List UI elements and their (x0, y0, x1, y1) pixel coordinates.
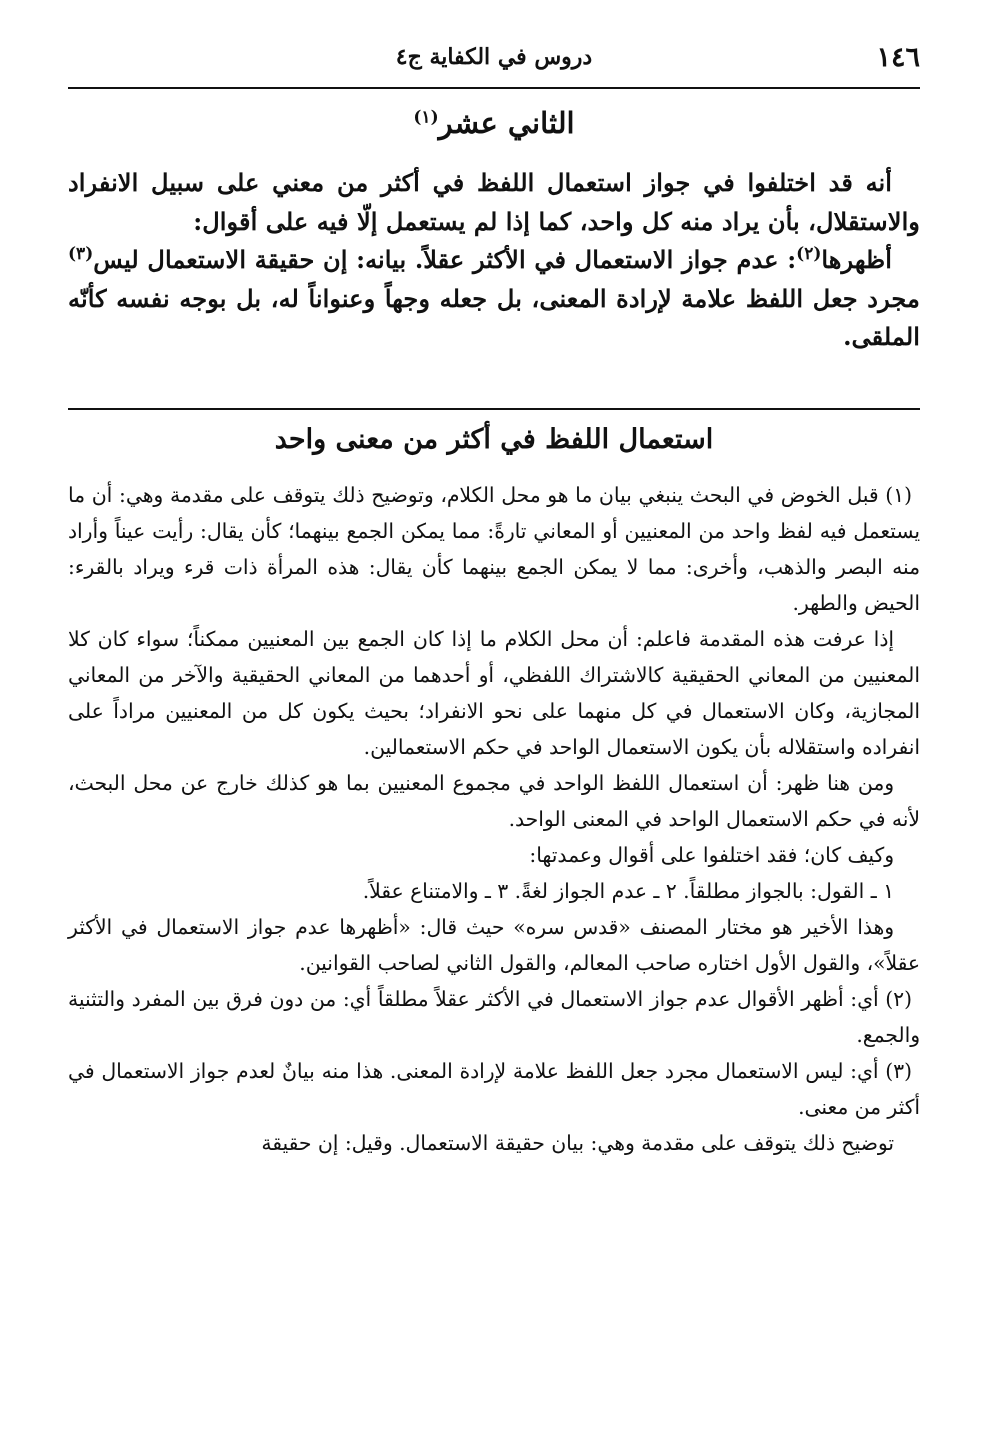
footnote-3: (٣) أي: ليس الاستعمال مجرد جعل اللفظ علامة لإرادة المعنى. هذا منه بيانٌ لعدم جواز الاستعمال في أكثر من معنى. (68, 1059, 920, 1119)
section-title (68, 106, 920, 140)
footnote-paragraph: وهذا الأخير هو مختار المصنف «قدس سره» حيث قال: «أظهرها عدم جواز الاستعمال في الأكثر عقلاً»، والقول الأول اختاره صاحب المعالم، والقول الثاني لصاحب القوانين. (68, 915, 920, 975)
page-number: ١٤٦ (876, 42, 920, 73)
main-text (68, 164, 920, 357)
note-ref-2: (٢) (796, 243, 822, 264)
footnote-paragraph: وكيف كان؛ فقد اختلفوا على أقوال وعمدتها: (529, 843, 894, 867)
footnote-separator (68, 408, 920, 410)
main-paragraph-2 (68, 241, 920, 357)
section-title-text: الثاني عشر (438, 106, 575, 140)
footnote-heading: استعمال اللفظ في أكثر من معنى واحد (274, 424, 714, 455)
footnotes (68, 477, 920, 1161)
header-rule (68, 87, 920, 89)
footnote-paragraph: ومن هنا ظهر: أن استعمال اللفظ الواحد في مجموع المعنيين بما هو كذلك خارج عن محل البحث، لأنه في حكم الاستعمال الواحد في المعنى الواحد. (68, 771, 920, 831)
footnote-paragraph: توضيح ذلك يتوقف على مقدمة وهي: بيان حقيقة الاستعمال. وقيل: إن حقيقة (261, 1131, 894, 1155)
footnote-1: (١) قبل الخوض في البحث ينبغي بيان ما هو محل الكلام، وتوضيح ذلك يتوقف على مقدمة وهي: أن ما يستعمل فيه لفظ واحد من المعنيين أو المعاني تارةً: مما يمكن الجمع بينهما؛ كأن يقال: رأيت عيناً وأراد منه البصر والذهب، وأخرى: مما لا يمكن الجمع بينهما كأن يقال: هذه المرأة ذات قرء ويراد بالقرء: الحيض والطهر. (68, 483, 920, 615)
footnote-2: (٢) أي: أظهر الأقوال عدم جواز الاستعمال في الأكثر عقلاً مطلقاً أي: من دون فرق بين المفرد والتثنية والجمع. (68, 987, 920, 1047)
footnote-paragraph: ١ ـ القول: بالجواز مطلقاً. ٢ ـ عدم الجواز لغةً. ٣ ـ والامتناع عقلاً. (362, 879, 894, 903)
main-paragraph-2-part-b: : عدم جواز الاستعمال في الأكثر عقلاً. بيانه: إن حقيقة الاستعمال ليس (93, 245, 797, 274)
footnote-paragraph: إذا عرفت هذه المقدمة فاعلم: أن محل الكلام ما إذا كان الجمع بين المعنيين ممكناً؛ سواء كان كلا المعنيين من المعاني الحقيقية كالاشتراك اللفظي، أو أحدهما من المعاني الحقيقية والآخر من المعاني المجازية، وكان الاستعمال في كل منهما على نحو الانفراد؛ بحيث يكون كل من المعنيين مراداً على انفراده واستقلاله بأن يكون الاستعمال الواحد في حكم الاستعمالين. (68, 627, 920, 759)
main-paragraph-1: أنه قد اختلفوا في جواز استعمال اللفظ في أكثر من معني على سبيل الانفراد والاستقلال، بأن يراد منه كل واحد، كما إذا لم يستعمل إلّا فيه على أقوال: (68, 168, 920, 236)
page-header (68, 38, 920, 84)
note-ref-3: (٣) (68, 243, 94, 264)
main-paragraph-2-part-a: أظهرها (821, 245, 892, 274)
running-title: دروس في الكفاية ج٤ (395, 44, 593, 70)
section-title-note-ref: (١) (413, 107, 439, 128)
main-paragraph-2-part-c: مجرد جعل اللفظ علامة لإرادة المعنى، بل جعله وجهاً وعنواناً له، بل بوجه نفسه كأنّه الملقى. (68, 283, 920, 351)
